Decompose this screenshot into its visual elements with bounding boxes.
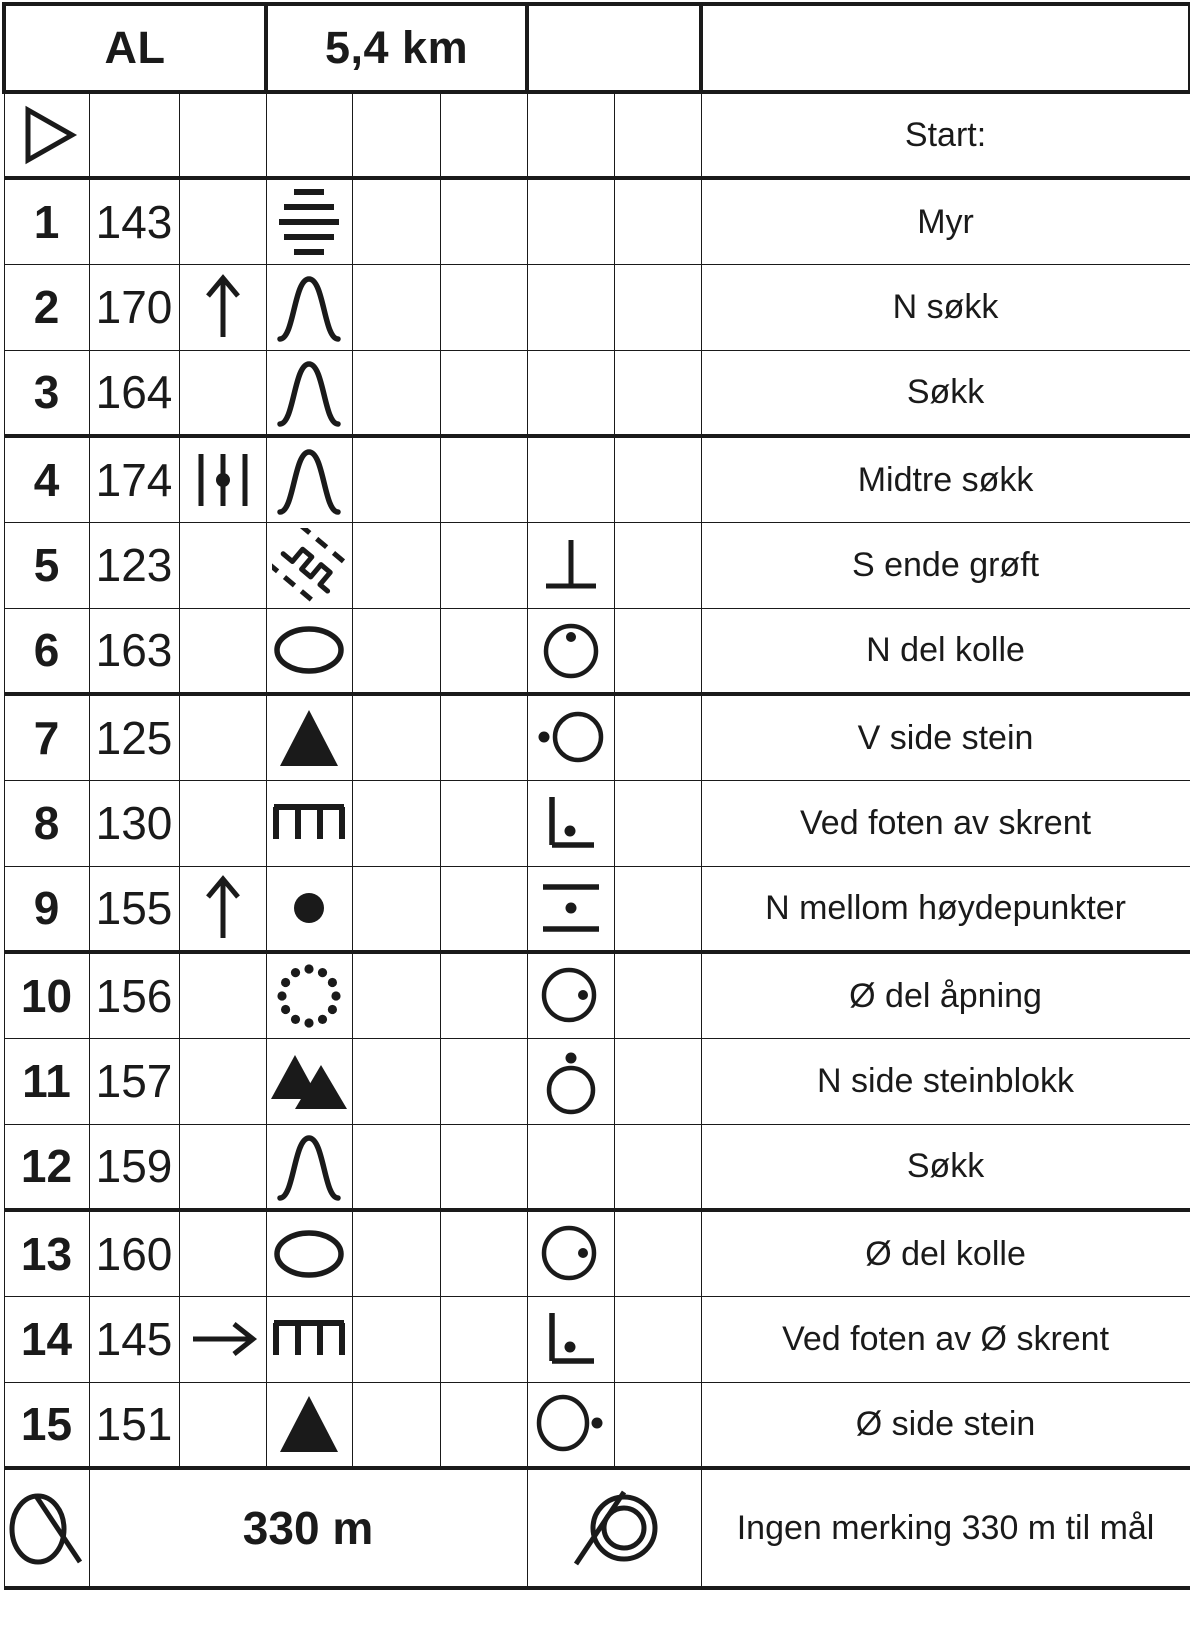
column-appearance-cell [352, 522, 440, 608]
finish-distance: 330 m [89, 1468, 527, 1588]
table-row [4, 608, 1190, 694]
finish-icon [527, 1468, 701, 1588]
knoll-curve-icon [267, 351, 352, 435]
clearing-dotted-icon [267, 954, 352, 1038]
location-empty [528, 351, 614, 435]
column-which-cell [179, 1038, 266, 1124]
column-other-cell [614, 608, 701, 694]
boulder-triangle-icon [267, 696, 352, 780]
other-empty [615, 351, 701, 435]
no-marking-to-finish-icon [4, 1468, 89, 1588]
column-other-cell [614, 866, 701, 952]
control-number: 10 [4, 952, 89, 1038]
which-empty [180, 1383, 266, 1467]
table-row [4, 350, 1190, 436]
column-other-cell [614, 350, 701, 436]
column-appearance-cell [352, 1296, 440, 1382]
appearance-empty [353, 1212, 440, 1296]
middle-icon [180, 438, 266, 522]
cliff-icon [267, 1297, 352, 1382]
control-code: 174 [89, 436, 179, 522]
column-location-cell [527, 1296, 614, 1382]
appearance-empty [353, 180, 440, 264]
dimensions-empty [441, 1212, 527, 1296]
depression-oval-icon [267, 1212, 352, 1296]
control-code: 160 [89, 1210, 179, 1296]
column-other-cell [614, 780, 701, 866]
east-arrow-icon [180, 1297, 266, 1382]
control-code: 163 [89, 608, 179, 694]
finish-row [4, 1468, 1190, 1588]
column-which-cell [179, 952, 266, 1038]
table-row [4, 264, 1190, 350]
other-empty [615, 438, 701, 522]
control-description-text: N mellom høydepunkter [701, 866, 1190, 952]
control-code: 151 [89, 1382, 179, 1468]
dimensions-empty [441, 438, 527, 522]
column-which-cell [179, 866, 266, 952]
column-location-cell [527, 436, 614, 522]
column-appearance-cell [352, 436, 440, 522]
header-spare-cell-1 [527, 4, 701, 92]
column-which-cell [179, 1296, 266, 1382]
control-number: 1 [4, 178, 89, 264]
appearance-empty [353, 609, 440, 693]
north-arrow-icon [180, 265, 266, 350]
table-row [4, 952, 1190, 1038]
location-empty [528, 265, 614, 350]
column-which-cell [179, 694, 266, 780]
column-which-cell [179, 350, 266, 436]
table-row [4, 178, 1190, 264]
control-number: 7 [4, 694, 89, 780]
column-appearance-cell [352, 1124, 440, 1210]
control-description-text: N del kolle [701, 608, 1190, 694]
column-feature-cell [266, 1382, 352, 1468]
control-code: 143 [89, 178, 179, 264]
control-description-text: Søkk [701, 1124, 1190, 1210]
column-other-cell [614, 1038, 701, 1124]
dimensions-empty [441, 781, 527, 866]
boulder-triangle-icon [267, 1383, 352, 1467]
column-appearance-cell [352, 694, 440, 780]
start-cell-b [89, 92, 179, 178]
control-description-text: Søkk [701, 350, 1190, 436]
column-other-cell [614, 952, 701, 1038]
control-code: 123 [89, 522, 179, 608]
which-empty [180, 180, 266, 264]
start-row-band [4, 92, 1190, 178]
control-description-text: Ø del kolle [701, 1210, 1190, 1296]
control-description-text: Ved foten av skrent [701, 780, 1190, 866]
control-number: 14 [4, 1296, 89, 1382]
column-other-cell [614, 264, 701, 350]
control-number: 9 [4, 866, 89, 952]
ditch-icon [267, 523, 352, 608]
which-empty [180, 1125, 266, 1209]
appearance-empty [353, 867, 440, 951]
other-empty [615, 1212, 701, 1296]
other-empty [615, 180, 701, 264]
control-description-text: Ø del åpning [701, 952, 1190, 1038]
start-cell-e [352, 92, 440, 178]
column-location-cell [527, 694, 614, 780]
which-empty [180, 696, 266, 780]
column-location-cell [527, 608, 614, 694]
control-number: 13 [4, 1210, 89, 1296]
column-which-cell [179, 264, 266, 350]
column-feature-cell [266, 436, 352, 522]
column-feature-cell [266, 608, 352, 694]
column-which-cell [179, 436, 266, 522]
column-appearance-cell [352, 780, 440, 866]
column-dimensions-cell [440, 608, 527, 694]
column-location-cell [527, 522, 614, 608]
column-dimensions-cell [440, 952, 527, 1038]
end-tee-icon [528, 523, 614, 608]
which-empty [180, 351, 266, 435]
column-location-cell [527, 264, 614, 350]
column-location-cell [527, 780, 614, 866]
start-cell-h [614, 92, 701, 178]
knoll-curve-icon [267, 265, 352, 350]
column-location-cell [527, 866, 614, 952]
column-location-cell [527, 952, 614, 1038]
appearance-empty [353, 1039, 440, 1124]
column-location-cell [527, 1124, 614, 1210]
location-empty [528, 180, 614, 264]
knoll-curve-icon [267, 1125, 352, 1209]
dot-left-circle-icon [528, 696, 614, 780]
column-appearance-cell [352, 350, 440, 436]
circle-dot-outside-right-icon [528, 1383, 614, 1467]
column-feature-cell [266, 522, 352, 608]
column-location-cell [527, 350, 614, 436]
control-description-text: Ø side stein [701, 1382, 1190, 1468]
boulder-field-icon [267, 1039, 352, 1124]
footer-band [4, 1468, 1190, 1588]
column-which-cell [179, 1210, 266, 1296]
control-number: 11 [4, 1038, 89, 1124]
column-location-cell [527, 1382, 614, 1468]
column-other-cell [614, 1382, 701, 1468]
start-cell-g [527, 92, 614, 178]
control-number: 8 [4, 780, 89, 866]
which-empty [180, 609, 266, 693]
which-empty [180, 1039, 266, 1124]
dimensions-empty [441, 1297, 527, 1382]
control-number: 5 [4, 522, 89, 608]
table-row [4, 780, 1190, 866]
column-appearance-cell [352, 264, 440, 350]
table-row [4, 1296, 1190, 1382]
column-feature-cell [266, 952, 352, 1038]
control-number: 15 [4, 1382, 89, 1468]
appearance-empty [353, 351, 440, 435]
header-row [4, 4, 1190, 92]
control-number: 12 [4, 1124, 89, 1210]
table-row [4, 1210, 1190, 1296]
control-description-text: Myr [701, 178, 1190, 264]
appearance-empty [353, 1383, 440, 1467]
dimensions-empty [441, 180, 527, 264]
column-dimensions-cell [440, 1124, 527, 1210]
control-code: 170 [89, 264, 179, 350]
control-description-sheet [0, 2, 1190, 1650]
other-empty [615, 1039, 701, 1124]
control-code: 159 [89, 1124, 179, 1210]
column-location-cell [527, 178, 614, 264]
appearance-empty [353, 781, 440, 866]
start-cell-f [440, 92, 527, 178]
control-description-text: V side stein [701, 694, 1190, 780]
table-row [4, 866, 1190, 952]
other-empty [615, 954, 701, 1038]
column-feature-cell [266, 264, 352, 350]
north-arrow-icon [180, 867, 266, 951]
control-description-text: N side steinblokk [701, 1038, 1190, 1124]
column-feature-cell [266, 350, 352, 436]
column-dimensions-cell [440, 780, 527, 866]
dimensions-empty [441, 1039, 527, 1124]
control-descriptions-table [2, 2, 1190, 1590]
column-other-cell [614, 1124, 701, 1210]
control-description-text: S ende grøft [701, 522, 1190, 608]
location-empty [528, 1125, 614, 1209]
other-empty [615, 867, 701, 951]
column-appearance-cell [352, 178, 440, 264]
column-other-cell [614, 1296, 701, 1382]
table-row [4, 1124, 1190, 1210]
appearance-empty [353, 1297, 440, 1382]
column-which-cell [179, 780, 266, 866]
finish-description: Ingen merking 330 m til mål [701, 1468, 1190, 1588]
column-feature-cell [266, 178, 352, 264]
dimensions-empty [441, 265, 527, 350]
cliff-icon [267, 781, 352, 866]
control-description-text: N søkk [701, 264, 1190, 350]
dimensions-empty [441, 696, 527, 780]
table-row [4, 1038, 1190, 1124]
which-empty [180, 523, 266, 608]
knoll-curve-icon [267, 438, 352, 522]
table-header-band [4, 4, 1190, 92]
column-dimensions-cell [440, 866, 527, 952]
dimensions-empty [441, 609, 527, 693]
column-dimensions-cell [440, 1382, 527, 1468]
dot-filled-icon [267, 867, 352, 951]
column-feature-cell [266, 866, 352, 952]
appearance-empty [353, 696, 440, 780]
table-row [4, 694, 1190, 780]
column-other-cell [614, 694, 701, 780]
column-feature-cell [266, 694, 352, 780]
table-row [4, 1382, 1190, 1468]
header-spare-cell-2 [701, 4, 1190, 92]
control-code: 155 [89, 866, 179, 952]
circle-dot-top-icon [528, 609, 614, 693]
depression-oval-icon [267, 609, 352, 693]
other-empty [615, 1383, 701, 1467]
column-location-cell [527, 1210, 614, 1296]
column-feature-cell [266, 1124, 352, 1210]
column-which-cell [179, 522, 266, 608]
other-empty [615, 696, 701, 780]
column-which-cell [179, 608, 266, 694]
appearance-empty [353, 1125, 440, 1209]
foot-of-feature-icon [528, 1297, 614, 1382]
column-appearance-cell [352, 1210, 440, 1296]
column-which-cell [179, 1382, 266, 1468]
column-feature-cell [266, 1038, 352, 1124]
column-dimensions-cell [440, 1296, 527, 1382]
column-other-cell [614, 178, 701, 264]
control-code: 145 [89, 1296, 179, 1382]
control-code: 125 [89, 694, 179, 780]
column-dimensions-cell [440, 264, 527, 350]
control-code: 156 [89, 952, 179, 1038]
appearance-empty [353, 265, 440, 350]
control-number: 3 [4, 350, 89, 436]
start-cell-c [179, 92, 266, 178]
column-other-cell [614, 436, 701, 522]
control-description-text: Ved foten av Ø skrent [701, 1296, 1190, 1382]
dimensions-empty [441, 867, 527, 951]
dot-above-circle-icon [528, 1039, 614, 1124]
control-description-text: Midtre søkk [701, 436, 1190, 522]
circle-dot-right-icon [528, 954, 614, 1038]
control-code: 164 [89, 350, 179, 436]
control-number: 6 [4, 608, 89, 694]
dimensions-empty [441, 1125, 527, 1209]
dimensions-empty [441, 351, 527, 435]
column-which-cell [179, 178, 266, 264]
column-feature-cell [266, 780, 352, 866]
which-empty [180, 1212, 266, 1296]
column-dimensions-cell [440, 694, 527, 780]
column-appearance-cell [352, 608, 440, 694]
foot-of-feature-icon [528, 781, 614, 866]
start-cell-d [266, 92, 352, 178]
column-dimensions-cell [440, 1210, 527, 1296]
appearance-empty [353, 954, 440, 1038]
marsh-icon [267, 180, 352, 264]
column-appearance-cell [352, 952, 440, 1038]
column-dimensions-cell [440, 350, 527, 436]
column-location-cell [527, 1038, 614, 1124]
column-appearance-cell [352, 866, 440, 952]
control-rows [4, 178, 1190, 1468]
column-dimensions-cell [440, 1038, 527, 1124]
table-row [4, 436, 1190, 522]
column-dimensions-cell [440, 436, 527, 522]
other-empty [615, 523, 701, 608]
column-which-cell [179, 1124, 266, 1210]
appearance-empty [353, 523, 440, 608]
other-empty [615, 265, 701, 350]
column-dimensions-cell [440, 178, 527, 264]
dimensions-empty [441, 954, 527, 1038]
control-code: 157 [89, 1038, 179, 1124]
start-description: Start: [701, 92, 1190, 178]
circle-dot-right-icon [528, 1212, 614, 1296]
table-row [4, 522, 1190, 608]
dimensions-empty [441, 523, 527, 608]
location-empty [528, 438, 614, 522]
start-row [4, 92, 1190, 178]
column-other-cell [614, 522, 701, 608]
column-feature-cell [266, 1210, 352, 1296]
column-appearance-cell [352, 1382, 440, 1468]
appearance-empty [353, 438, 440, 522]
which-empty [180, 954, 266, 1038]
dimensions-empty [441, 1383, 527, 1467]
course-code-cell: AL [4, 4, 266, 92]
column-dimensions-cell [440, 522, 527, 608]
other-empty [615, 1125, 701, 1209]
course-length-cell: 5,4 km [266, 4, 527, 92]
other-empty [615, 1297, 701, 1382]
column-appearance-cell [352, 1038, 440, 1124]
control-number: 2 [4, 264, 89, 350]
column-feature-cell [266, 1296, 352, 1382]
between-lines-dot-icon [528, 867, 614, 951]
control-number: 4 [4, 436, 89, 522]
which-empty [180, 781, 266, 866]
column-other-cell [614, 1210, 701, 1296]
control-code: 130 [89, 780, 179, 866]
start-triangle-icon [4, 92, 89, 178]
other-empty [615, 781, 701, 866]
other-empty [615, 609, 701, 693]
